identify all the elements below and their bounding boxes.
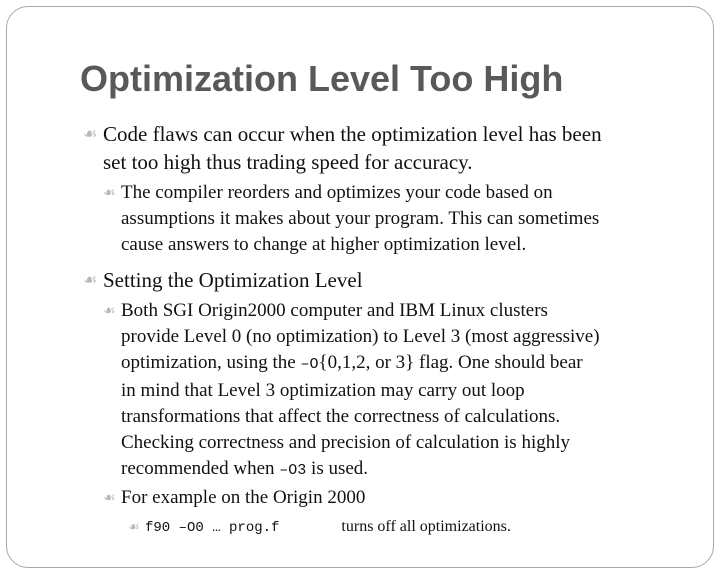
bullet-text-line [121, 456, 683, 484]
bullet-text-line [121, 350, 683, 378]
text-segment: optimization, using the [121, 352, 301, 373]
bullet-text-line: cause answers to change at higher optimization level. [121, 234, 527, 255]
bullet-text-line: Code flaws can occur when the optimization level has been [103, 122, 602, 146]
bullet-icon: ☙ [128, 519, 140, 534]
bullet-icon: ☙ [103, 304, 116, 319]
bullet-sgi-ibm-levels [103, 298, 683, 484]
bullet-icon: ☙ [103, 491, 116, 506]
bullet-text-line: For example on the Origin 2000 [121, 487, 366, 508]
bullet-text-line: in mind that Level 3 optimization may carry out loop [121, 380, 525, 401]
bullet-icon: ☙ [103, 186, 116, 201]
text-segment: is used. [306, 458, 369, 479]
bullet-icon: ☙ [83, 126, 98, 143]
bullet-text-line: The compiler reorders and optimizes your code based on [121, 182, 553, 203]
code-flag: –O [300, 356, 319, 373]
bullet-origin-example [103, 485, 683, 511]
bullet-f90-example [128, 516, 688, 539]
bullet-text-line: assumptions it makes about your program. This can sometimes [121, 208, 600, 229]
text-segment: {0,1,2, or 3} flag. One should bear [318, 352, 583, 373]
text-segment: recommended when [121, 458, 280, 479]
bullet-text-line: set too high thus trading speed for accuracy. [103, 150, 473, 174]
bullet-icon: ☙ [83, 272, 98, 289]
slide-title: Optimization Level Too High [80, 58, 564, 99]
text-segment: turns off all optimizations. [341, 518, 511, 535]
bullet-text-line: Both SGI Origin2000 computer and IBM Linux clusters [121, 300, 548, 321]
bullet-text-line: Setting the Optimization Level [103, 268, 363, 292]
bullet-code-flaws [83, 120, 683, 176]
bullet-text-line: provide Level 0 (no optimization) to Level 3 (most aggressive) [121, 326, 600, 347]
code-flag: –O3 [279, 462, 307, 479]
code-command: f90 –O0 … prog.f [145, 520, 280, 536]
bullet-text-line: Checking correctness and precision of calculation is highly [121, 432, 571, 453]
bullet-compiler-reorders [103, 180, 683, 258]
bullet-text-line: transformations that affect the correctness of calculations. [121, 406, 561, 427]
bullet-setting-optimization [83, 266, 683, 294]
